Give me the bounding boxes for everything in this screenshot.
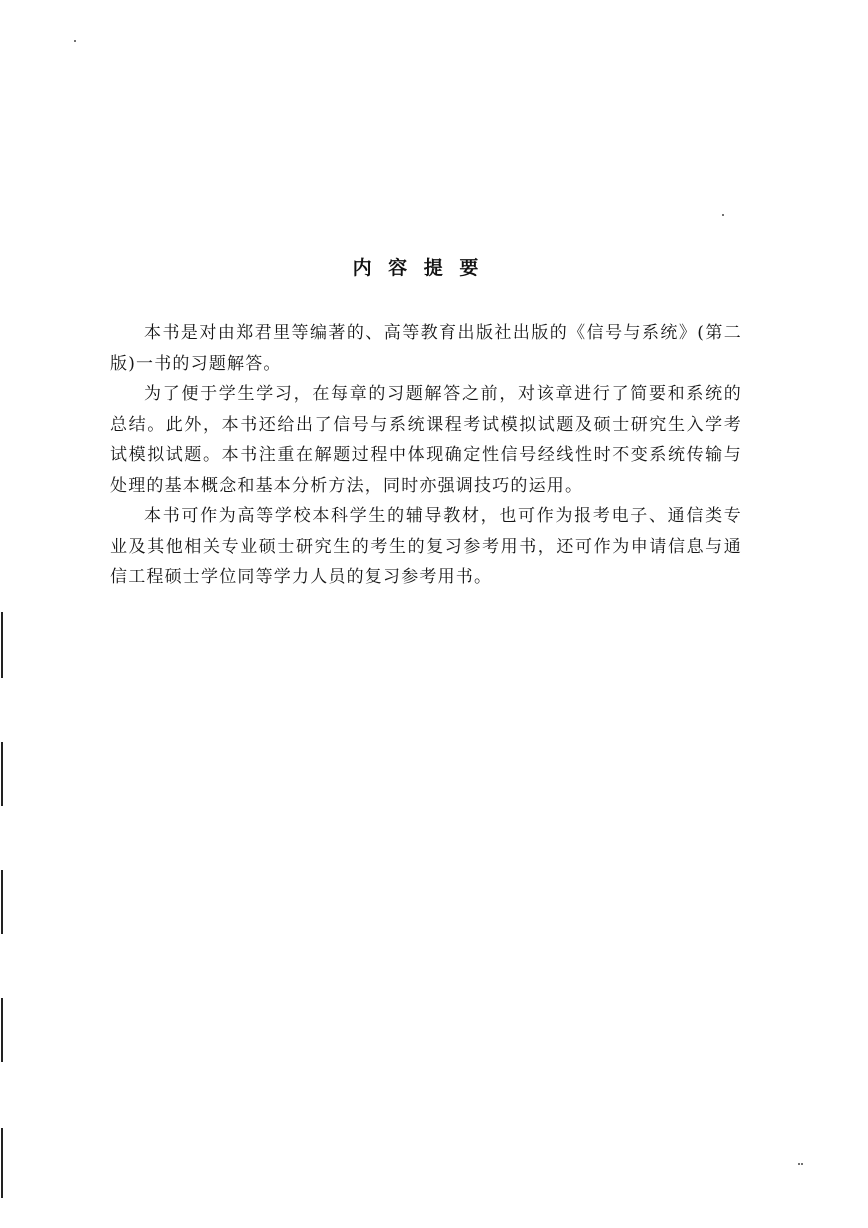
- scan-speck-3: [798, 1163, 800, 1165]
- paragraph-3: 本书可作为高等学校本科学生的辅导教材，也可作为报考电子、通信类专业及其他相关专业硕士研究生的考生的复习参考用书，还可作为申请信息与通信工程硕士学位同等学力人员的复习参考用书。: [110, 506, 742, 587]
- page-title: 内 容 提 要: [352, 257, 484, 279]
- paragraph-2: 为了便于学生学习，在每章的习题解答之前，对该章进行了简要和系统的总结。此外，本书还给出了信号与系统课程考试模拟试题及硕士研究生入学考试模拟试题。本书注重在解题过程中体现确定性信号经线性时不变系统传输与处理的基本概念和基本分析方法，同时亦强调技巧的运用。: [110, 384, 742, 496]
- scan-mark-5: [1, 1128, 3, 1198]
- summary-text: [110, 318, 742, 593]
- scan-mark-4: [1, 998, 3, 1062]
- scan-speck-1: [74, 40, 76, 42]
- scan-mark-1: [1, 612, 3, 678]
- paragraph-1: 本书是对由郑君里等编著的、高等教育出版社出版的《信号与系统》(第二版)一书的习题解答。: [110, 323, 742, 374]
- scan-speck-4: [801, 1163, 803, 1165]
- scan-mark-3: [1, 870, 3, 934]
- scan-mark-2: [1, 742, 3, 806]
- scan-speck-2: [722, 214, 724, 216]
